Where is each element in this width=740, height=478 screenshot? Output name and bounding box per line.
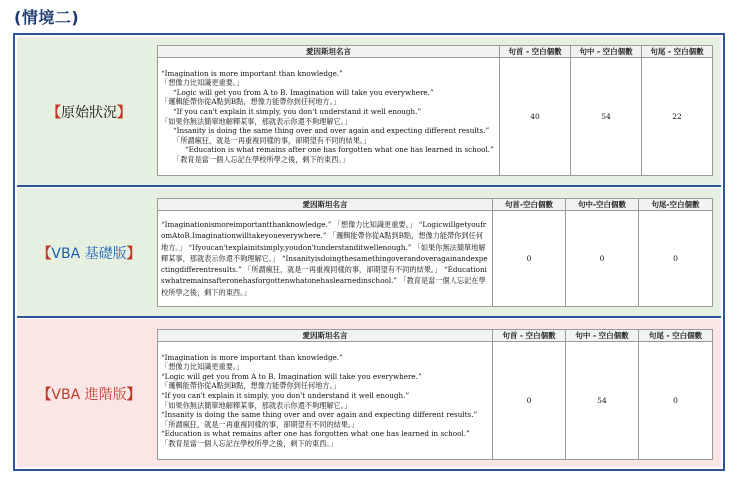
col-header-start: 句首 - 空白個數 [493,330,566,342]
col-header-start: 句首-空白個數 [493,199,566,211]
quote-line: 「想像力比知識更重要。」 [161,78,244,88]
col-header-quote: 愛因斯坦名言 [158,330,493,342]
quote-line: 「所謂瘋狂，就是一再重複同樣的事，卻期望有不同的結果。」 [161,419,359,429]
col-header-middle: 句中-空白個數 [566,199,639,211]
quote-line: “Logic will get you from A to B. Imagination will take you everywhere.” [173,87,434,97]
quote-line: 「教育是當一個人忘記在學校所學之後，剩下的東西。」 [161,438,338,448]
quote-line: “Imagination is more important than knowledge.” [161,68,343,78]
col-header-middle: 句中 - 空白個數 [566,330,639,342]
col-header-end: 句尾-空白個數 [639,199,713,211]
quote-line: “If you can't explain it simply, you don't understand it well enough.” [173,106,422,116]
count-end: 0 [639,342,713,460]
section-original [17,37,721,185]
quote-cell [158,58,500,176]
quote-cell [158,342,493,460]
section-label-original: 【原始狀況】 [47,105,131,121]
quote-line: “If you can't explain it simply, you don't understand it well enough.” [161,390,410,400]
comparison-frame [13,33,725,471]
quote-line: “Imagination is more important than knowledge.” [161,352,343,362]
col-header-end: 句尾 - 空白個數 [639,330,713,342]
section-vba-advanced [17,319,721,467]
quote-table-vba-advanced [157,329,713,460]
count-end: 0 [639,211,713,307]
quote-table-original [157,45,713,176]
quote-line: 「如果你無法簡單地解釋某事，那就表示你還不夠理解它。」 [161,116,352,126]
quote-line: 「邏輯能帶你從A點到B點，想像力能帶你到任何地方。」 [161,381,341,391]
col-header-quote: 愛因斯坦名言 [158,46,500,58]
section-label-vba-advanced: 【VBA 進階版】 [37,387,141,403]
quote-line: “Insanity is doing the same thing over and over again and expecting different results.” [173,126,490,136]
count-start: 0 [493,211,566,307]
quote-line: 「所謂瘋狂，就是一再重複同樣的事，卻期望有不同的結果。」 [173,135,371,145]
quote-line: “Logic will get you from A to B. Imagination will take you everywhere.” [161,371,422,381]
quote-line: “Education is what remains after one has forgotten what one has learned in school.” [161,429,470,439]
section-vba-basic [17,188,721,316]
quote-table-vba-basic [157,198,713,307]
count-start: 0 [493,342,566,460]
quote-line: 「邏輯能帶你從A點到B點，想像力能帶你到任何地方。」 [161,97,341,107]
count-middle: 54 [571,58,642,176]
col-header-quote: 愛因斯坦名言 [158,199,493,211]
quote-line: 「教育是當一個人忘記在學校所學之後，剩下的東西。」 [173,154,350,164]
quote-cell: “Imaginationismoreimportantthanknowledge.” 「想像力比知識更重要。」 “LogicwillgetyoufromAtoB.Imaginationwilltakeyoueverywhere.” 「邏輯能帶你從A點到B點，想像力能帶你到任何地方。」 “Ifyoucan'texplainitsimply,youdon'tunderstanditwellenough.” 「如果你無法簡單地解釋某事，那就表示你還不夠理解它。」 “Insanityisdoingthesamethingoverandoveragainandexpectingdifferentresults.” 「所謂瘋狂，就是一再重複同樣的事，卻期望有不同的結果。」 “Educationiswhatremainsafteronehasforgottenwhatonehaslearnedinschool.” 「教育是當一個人忘記在學校所學之後，剩下的東西。」 [158,211,493,307]
quote-line: 「想像力比知識更重要。」 [161,362,244,372]
quote-line: “Insanity is doing the same thing over and over again and expecting different results.” [161,410,478,420]
col-header-middle: 句中 - 空白個數 [571,46,642,58]
quote-line: 「如果你無法簡單地解釋某事，那就表示你還不夠理解它。」 [161,400,352,410]
col-header-start: 句首 - 空白個數 [500,46,571,58]
count-middle: 0 [566,211,639,307]
section-divider [17,316,721,318]
count-end: 22 [642,58,713,176]
count-middle: 54 [566,342,639,460]
quote-line: “Education is what remains after one has forgotten what one has learned in school.” [185,145,494,155]
col-header-end: 句尾 - 空白個數 [642,46,713,58]
count-start: 40 [500,58,571,176]
section-divider [17,185,721,187]
section-label-vba-basic: 【VBA 基礎版】 [37,246,141,262]
page-title: (情境二) [14,8,80,27]
